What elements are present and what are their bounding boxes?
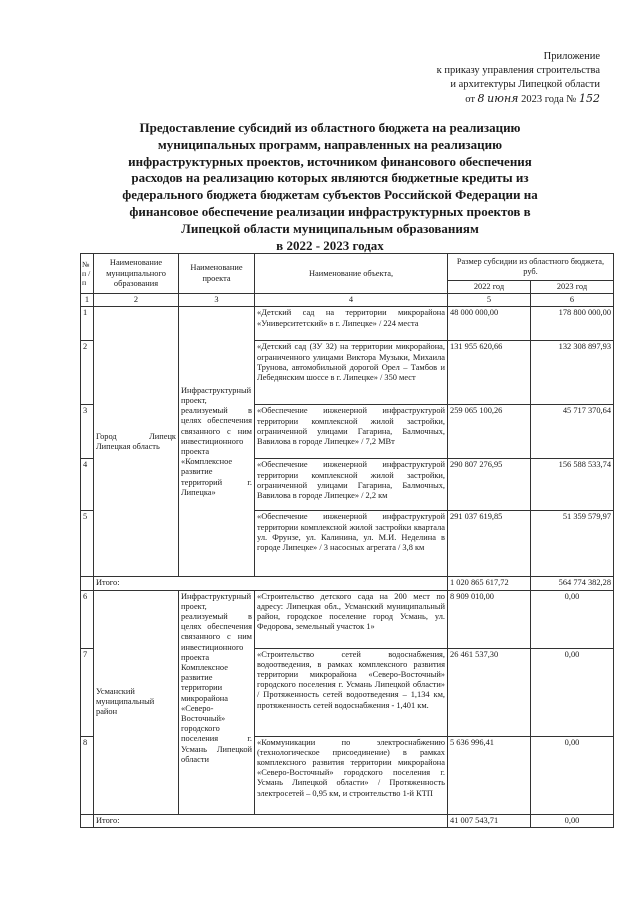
table-colnum-row <box>81 294 614 307</box>
object-cell: «Строительство сетей водоснабжения, водоотведения, в рамках комплексного развития территории микрорайона «Северо-Восточный» городского поселения г. Усмань Липецкой области» / Протяженность сетей водоотведения – 1,134 км, протяженность сетей водоснабжения - 1,401 км. <box>255 648 448 736</box>
header-subsidy: Размер субсидии из областного бюджета, руб. <box>448 254 614 281</box>
total-2022: 41 007 543,71 <box>448 814 531 827</box>
object-cell: «Коммуникации по электроснабжению (технологическое присоединение) в рамках комплексного развития территории микрорайона «Северо-Восточный» городского поселения г. Усмань Липецкой области» / Протяженность электросетей – 0,95 км, и строительство 1-й КТП <box>255 736 448 814</box>
row-num: 5 <box>81 511 94 577</box>
amount-2022: 26 461 537,30 <box>448 648 531 736</box>
row-num: 1 <box>81 307 94 341</box>
document-title <box>70 120 590 254</box>
annex-date-line <box>437 92 600 107</box>
annex-date-month: июня <box>487 92 519 105</box>
header-project: Наименование проекта <box>179 254 255 294</box>
total-label: Итого: <box>94 814 448 827</box>
annex-header <box>437 50 600 107</box>
object-cell: «Детский сад на территории микрорайона «Университетский» в г. Липецке» / 224 места <box>255 307 448 341</box>
row-num: 6 <box>81 590 94 648</box>
title-line: Предоставление субсидий из областного бюджета на реализацию <box>139 120 521 135</box>
object-cell: «Обеспечение инженерной инфраструктурой территории комплексной жилой застройки, ограниченной улицами Гагарина, Балмочных, Вавилова в городе Липецке» / 7,2 МВт <box>255 405 448 459</box>
amount-2023: 45 717 370,64 <box>531 405 614 459</box>
amount-2022: 290 807 276,95 <box>448 459 531 511</box>
row-num: 4 <box>81 459 94 511</box>
title-line: федерального бюджета бюджетам субъектов Российской Федерации на <box>122 187 538 203</box>
annex-date-day: 8 <box>477 92 485 105</box>
total-2023: 0,00 <box>531 814 614 827</box>
object-cell: «Строительство детского сада на 200 мест по адресу: Липецкая обл., Усманский муниципальный район, городское поселение город Усмань, ул. Федорова, земельный участок 1» <box>255 590 448 648</box>
object-cell: «Обеспечение инженерной инфраструктурой территории комплексной жилой застройки квартала ул. Фрунзе, ул. Калинина, ул. М.И. Неделина в городе Липецке» / 3 насосных агрегата / 3,8 км <box>255 511 448 577</box>
total-2023: 564 774 382,28 <box>531 577 614 590</box>
amount-2022: 131 955 620,66 <box>448 341 531 405</box>
total-label: Итого: <box>94 577 448 590</box>
table-row <box>81 307 614 341</box>
header-year-2023: 2023 год <box>531 281 614 294</box>
title-line: расходов на реализацию которых являются бюджетные кредиты из <box>131 170 529 186</box>
amount-2023: 178 800 000,00 <box>531 307 614 341</box>
row-num: 2 <box>81 341 94 405</box>
row-num: 3 <box>81 405 94 459</box>
total-row <box>81 577 614 590</box>
annex-order-ref: к приказу управления строительства <box>436 65 600 76</box>
amount-2023: 156 588 533,74 <box>531 459 614 511</box>
table-row <box>81 590 614 648</box>
object-cell: «Детский сад (ЗУ 32) на территории микрорайона, ограниченного улицами Виктора Музыки, Михаила Трунова, автомобильной дорогой Орел – Тамбов и Лебедянским шоссе в г. Липецке» / 350 мест <box>255 341 448 405</box>
table-header-row <box>81 254 614 281</box>
total-2022: 1 020 865 617,72 <box>448 577 531 590</box>
header-year-2022: 2022 год <box>448 281 531 294</box>
amount-2023: 0,00 <box>531 736 614 814</box>
title-line: Липецкой области муниципальным образованиям <box>181 220 479 236</box>
amount-2023: 0,00 <box>531 648 614 736</box>
title-line: в 2022 - 2023 годах <box>276 237 384 253</box>
municipality-cell: Город Липецк Липецкая область <box>94 307 179 577</box>
title-line: инфраструктурных проектов, источником финансового обеспечения <box>128 153 532 169</box>
amount-2023: 51 359 579,97 <box>531 511 614 577</box>
project-cell: Инфраструктурный проект, реализуемый в целях обеспечения связанного с ним инвестиционного проекта Комплексное развитие территории микрорайона «Северо-Восточный» городского поселения г. Усмань Липецкой области <box>179 590 255 814</box>
project-cell: Инфраструктурный проект, реализуемый в целях обеспечения связанного с ним инвестиционного проекта «Комплексное развитие территорий г. Липецка» <box>179 307 255 577</box>
amount-2022: 291 037 619,85 <box>448 511 531 577</box>
row-num: 7 <box>81 648 94 736</box>
colnum: 3 <box>179 294 255 307</box>
municipality-cell: Усманский муниципальный район <box>94 590 179 814</box>
row-num: 8 <box>81 736 94 814</box>
colnum: 4 <box>255 294 448 307</box>
annex-department: и архитектуры Липецкой области <box>450 79 600 90</box>
object-cell: «Обеспечение инженерной инфраструктурой территории комплексной жилой застройки, ограниченной улицами Гагарина, Балмочных, Вавилова в городе Липецке» / 2,2 км <box>255 459 448 511</box>
colnum: 2 <box>94 294 179 307</box>
amount-2022: 8 909 010,00 <box>448 590 531 648</box>
annex-title: Приложение <box>543 51 600 62</box>
annex-date-suffix: 2023 года № <box>521 94 577 105</box>
amount-2023: 0,00 <box>531 590 614 648</box>
amount-2022: 259 065 100,26 <box>448 405 531 459</box>
colnum: 6 <box>531 294 614 307</box>
amount-2023: 132 308 897,93 <box>531 341 614 405</box>
annex-order-number: 152 <box>579 92 600 105</box>
header-num: № п / п <box>81 254 94 294</box>
colnum: 1 <box>81 294 94 307</box>
colnum: 5 <box>448 294 531 307</box>
amount-2022: 48 000 000,00 <box>448 307 531 341</box>
annex-date-prefix: от <box>465 94 475 105</box>
subsidy-table <box>80 253 614 828</box>
total-row <box>81 814 614 827</box>
title-line: муниципальных программ, направленных на реализацию <box>157 136 503 152</box>
title-line: финансовое обеспечение реализации инфраструктурных проектов в <box>129 203 531 219</box>
header-object: Наименование объекта, <box>255 254 448 294</box>
amount-2022: 5 636 996,41 <box>448 736 531 814</box>
header-municipality: Наименование муниципального образования <box>94 254 179 294</box>
